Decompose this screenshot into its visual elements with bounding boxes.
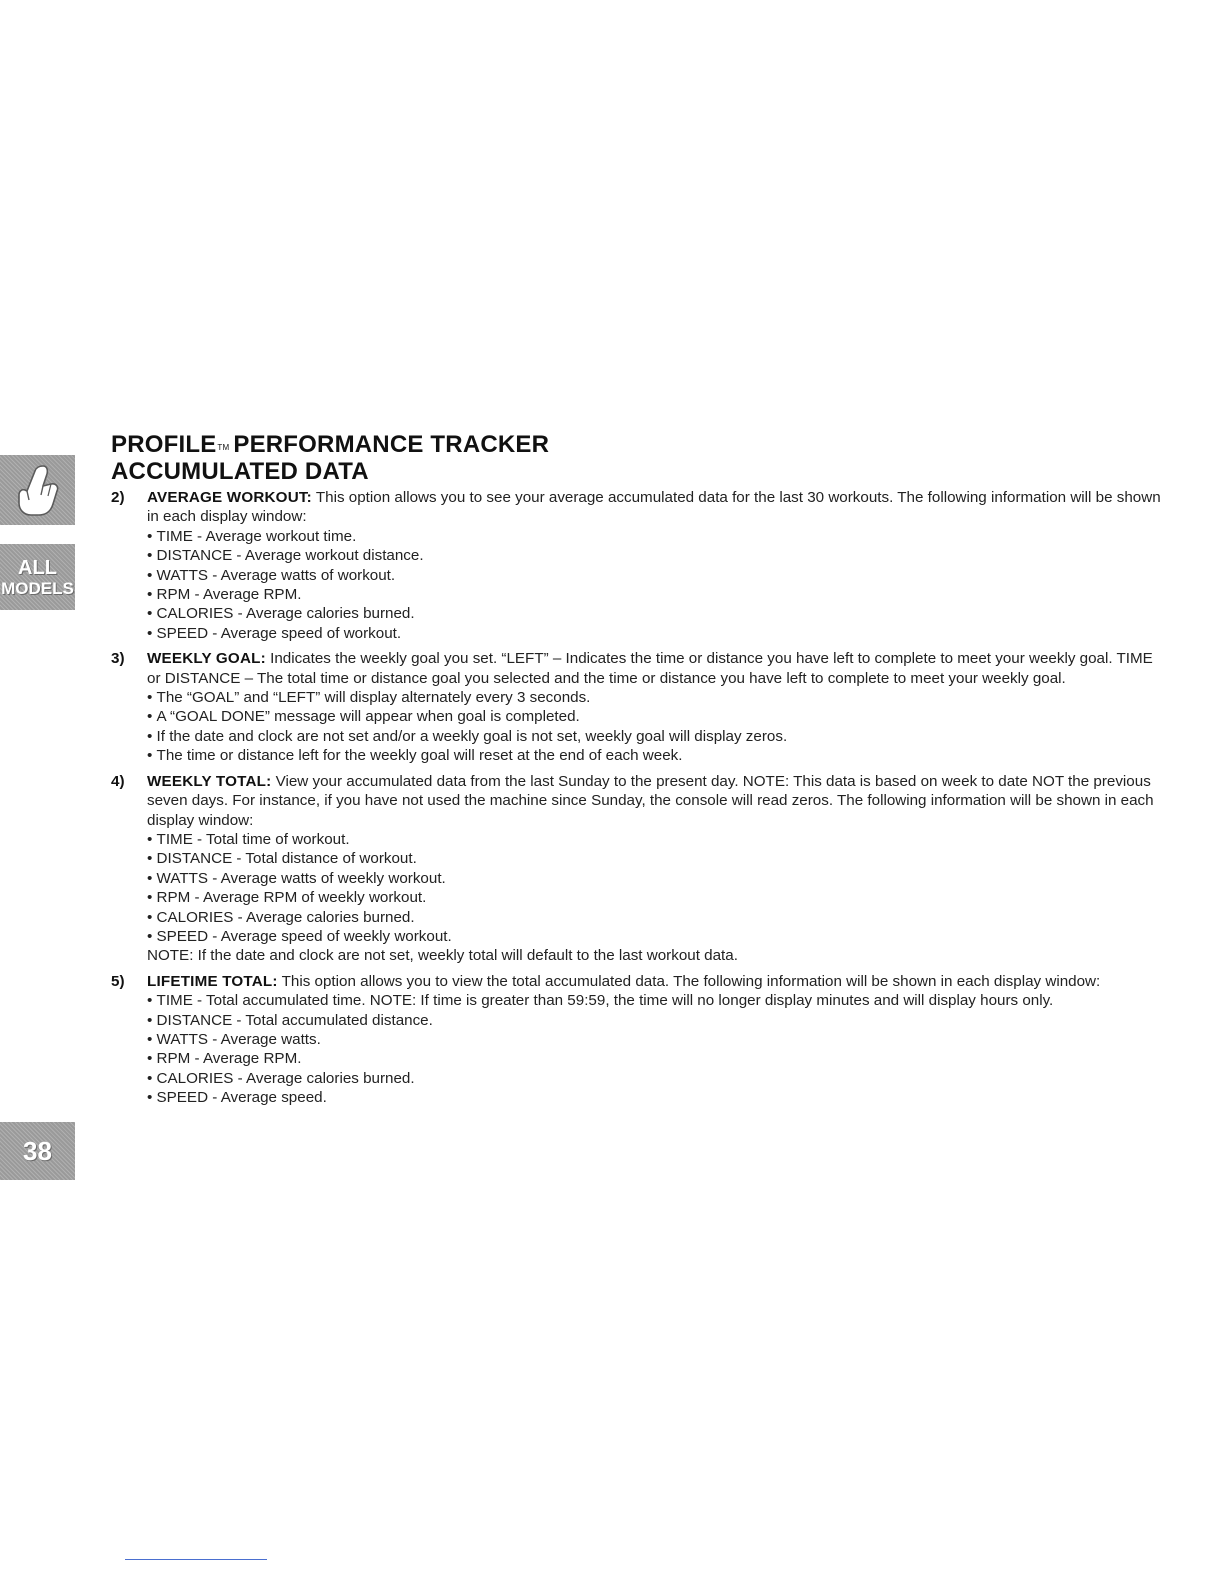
section-number: 3) (111, 650, 125, 668)
all-models-label-line1: ALL (18, 556, 57, 579)
hand-pointer-tab (0, 455, 75, 525)
section-heading: LIFETIME TOTAL: (147, 972, 278, 990)
bullet-item: • The “GOAL” and “LEFT” will display alternately every 3 seconds. (147, 688, 1161, 707)
bullet-item: • DISTANCE - Total accumulated distance. (147, 1011, 1161, 1030)
bullet-item: • DISTANCE - Average workout distance. (147, 546, 1161, 565)
section-heading: AVERAGE WORKOUT: (147, 489, 312, 506)
section-weekly-total (111, 772, 1161, 966)
all-models-tab (0, 544, 75, 610)
bullet-item: • If the date and clock are not set and/or a weekly goal is not set, weekly goal will display zeros. (147, 727, 1161, 746)
bullet-item: • TIME - Total accumulated time. NOTE: If time is greater than 59:59, the time will no longer display minutes and will display hours only. (147, 991, 1161, 1010)
bullet-item: • CALORIES - Average calories burned. (147, 1069, 1161, 1088)
section-body (147, 488, 1161, 643)
page-title (111, 431, 549, 485)
bullet-item: • A “GOAL DONE” message will appear when goal is completed. (147, 707, 1161, 726)
bullet-item: • CALORIES - Average calories burned. (147, 908, 1161, 927)
section-weekly-goal (111, 649, 1161, 765)
section-intro-text: This option allows you to see your average accumulated data for the last 30 workouts. The following information will be shown in each display window: (147, 489, 1161, 526)
title-profile: PROFILE (111, 431, 217, 458)
bullet-item: • SPEED - Average speed of workout. (147, 624, 1161, 643)
bullet-item: • RPM - Average RPM. (147, 585, 1161, 604)
bullet-item: • CALORIES - Average calories burned. (147, 604, 1161, 623)
title-line2: ACCUMULATED DATA (111, 458, 369, 485)
footer-divider (125, 1559, 267, 1560)
title-line1 (111, 431, 549, 458)
section-intro (147, 649, 1161, 688)
section-number: 5) (111, 972, 125, 990)
section-intro (147, 972, 1161, 991)
bullet-item: • TIME - Total time of workout. (147, 830, 1161, 849)
section-heading: WEEKLY GOAL: (147, 650, 266, 668)
content (111, 488, 1161, 1114)
bullet-item: • SPEED - Average speed. (147, 1088, 1161, 1107)
section-intro (147, 772, 1161, 830)
section-intro-text: View your accumulated data from the last Sunday to the present day. NOTE: This data is based on week to date NOT the previous seven days. For instance, if you have not used the machine since Sunday, the console will read zeros. The following information will be shown in each display window: (147, 772, 1154, 829)
section-heading: WEEKLY TOTAL: (147, 772, 272, 790)
title-performance-tracker: PERFORMANCE TRACKER (233, 431, 550, 458)
section-body (147, 972, 1161, 1108)
section-number: 2) (111, 489, 125, 506)
bullet-item: • WATTS - Average watts. (147, 1030, 1161, 1049)
section-lifetime-total (111, 972, 1161, 1108)
section-body (147, 649, 1161, 765)
bullet-item: • The time or distance left for the weekly goal will reset at the end of each week. (147, 746, 1161, 765)
bullet-item: • WATTS - Average watts of weekly workout. (147, 869, 1161, 888)
bullet-item: • TIME - Average workout time. (147, 527, 1161, 546)
section-body (147, 772, 1161, 966)
bullet-item: • RPM - Average RPM. (147, 1049, 1161, 1068)
page-number-tab (0, 1122, 75, 1180)
section-intro (147, 488, 1161, 527)
page-number: 38 (23, 1135, 52, 1166)
section-note: NOTE: If the date and clock are not set, weekly total will default to the last workout data. (147, 947, 738, 965)
trademark-mark: TM (217, 443, 230, 452)
bullet-item: • DISTANCE - Total distance of workout. (147, 849, 1161, 868)
bullet-item: • WATTS - Average watts of workout. (147, 566, 1161, 585)
all-models-label-line2: MODELS (1, 578, 74, 598)
section-intro-text: This option allows you to view the total accumulated data. The following information will be shown in each display window: (281, 972, 1101, 990)
section-average-workout (111, 488, 1161, 643)
section-intro-text: Indicates the weekly goal you set. “LEFT” – Indicates the time or distance you have left to complete to meet your weekly goal. TIME or DISTANCE – The total time or distance goal you selected and the time or distance you have left to complete to meet your weekly goal. (147, 650, 1153, 687)
bullet-item: • RPM - Average RPM of weekly workout. (147, 888, 1161, 907)
bullet-item: • SPEED - Average speed of weekly workout. (147, 927, 1161, 946)
section-number: 4) (111, 772, 125, 790)
hand-pointer-icon (13, 462, 63, 518)
